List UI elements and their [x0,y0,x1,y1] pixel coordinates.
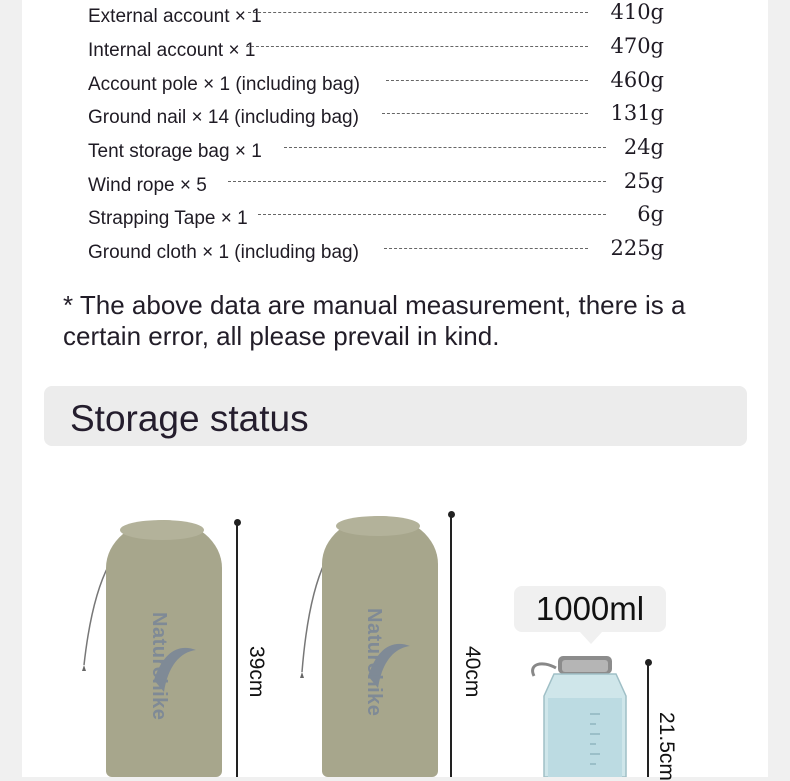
spec-row [88,171,664,201]
spec-row [88,2,664,32]
spec-label: External account × 1 [88,6,262,27]
dimension-line [450,514,452,777]
spec-row [88,238,664,268]
spec-label: Account pole × 1 (including bag) [88,74,360,95]
spec-label: Strapping Tape × 1 [88,208,248,229]
section-header [44,386,747,446]
bag-height-label: 40cm [461,646,484,698]
leader-dots [384,248,588,249]
spec-value: 24g [623,135,664,159]
leader-dots [386,80,588,81]
capacity-bubble [514,586,666,632]
leader-dots [248,12,588,13]
spec-value: 6g [637,202,664,226]
spec-value: 131g [610,101,664,125]
brand-logo-text: Naturehike [363,608,385,717]
leader-dots [228,181,606,182]
spec-value: 410g [610,0,664,24]
leader-dots [382,113,588,114]
spec-row [88,103,664,133]
leader-dots [258,214,606,215]
spec-value: 470g [610,34,664,58]
dimension-line [236,522,238,777]
dimension-line [647,662,649,777]
bottle-height-label: 21.5cm [655,712,678,781]
spec-value: 25g [623,169,664,193]
section-title: Storage status [70,398,309,439]
spec-value: 460g [610,68,664,92]
bag-height-label: 39cm [245,646,268,698]
spec-row [88,70,664,100]
spec-label: Tent storage bag × 1 [88,141,262,162]
leader-dots [284,147,606,148]
spec-label: Internal account × 1 [88,40,256,61]
leader-dots [246,46,588,47]
spec-row [88,137,664,167]
measurement-note: * The above data are manual measurement, there is a certain error, all please prevail in kind. [63,290,686,351]
spec-row [88,204,664,234]
spec-label: Wind rope × 5 [88,175,207,196]
spec-row [88,36,664,66]
spec-label: Ground nail × 14 (including bag) [88,107,359,128]
brand-logo-text: Naturehike [148,612,170,721]
spec-label: Ground cloth × 1 (including bag) [88,242,359,263]
spec-value: 225g [610,236,664,260]
bag-top [120,520,204,540]
water-bottle-icon [530,654,640,777]
bottle-capacity: 1000ml [535,590,645,627]
bag-top [336,516,420,536]
